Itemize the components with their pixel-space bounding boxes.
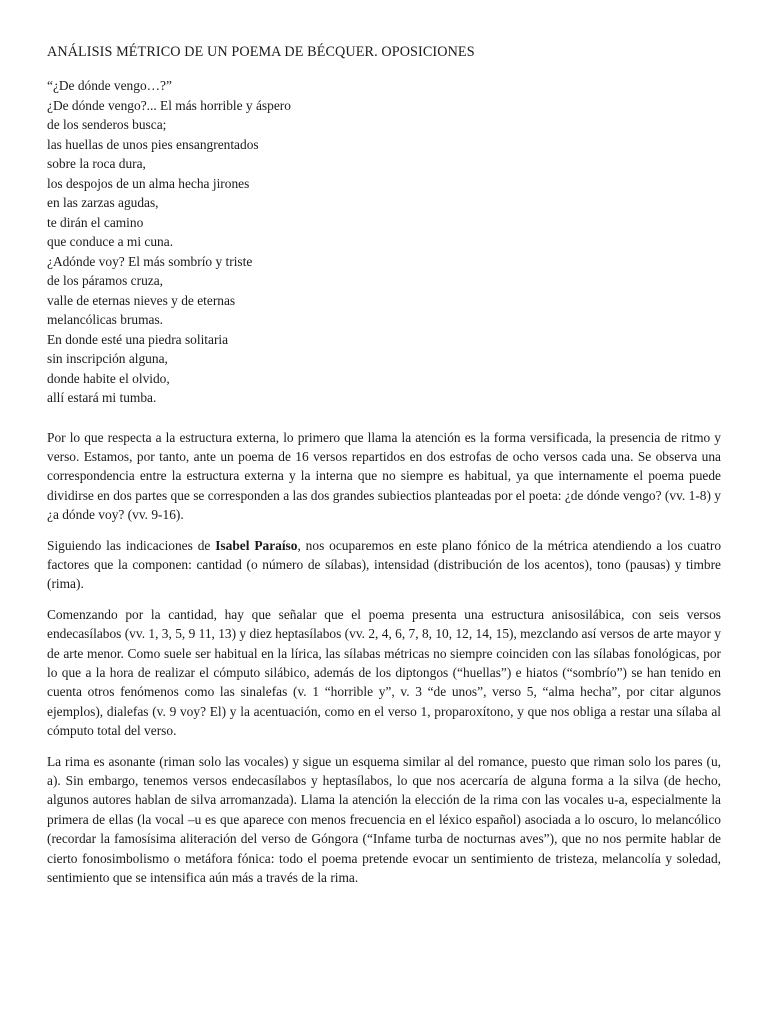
poem-line: de los páramos cruza, (47, 273, 164, 288)
paragraph-paraiso-method (47, 536, 721, 594)
poem-line: ¿De dónde vengo?... El más horrible y áspero (47, 97, 291, 113)
poem-line: en las zarzas agudas, (47, 195, 159, 210)
poem-line: En donde esté una piedra solitaria (47, 331, 229, 347)
poem-line: donde habite el olvido, (47, 370, 170, 386)
author-name: Isabel Paraíso (215, 537, 298, 553)
paragraph-text: Siguiendo las indicaciones de (47, 537, 216, 553)
poem-line: las huellas de unos pies ensangrentados (47, 136, 259, 152)
paragraph-external-structure: Por lo que respecta a la estructura externa, lo primero que llama la atención es la forma versificada, la presencia de ritmo y verso. Estamos, por tanto, ante un poema de 16 versos repartidos en dos estrofas de ocho versos cada una. Se observa una correspondencia entre la estructura externa y la interna que no siempre es habitual, ya que internamente el poema puede dividirse en dos partes que se corresponden a las dos grandes subiectios planteadas por el poeta: ¿de dónde vengo? (vv. 1-8) y ¿a dónde voy? (vv. 9-16). (47, 429, 721, 523)
poem-line: ¿Adónde voy? El más sombrío y triste (47, 253, 253, 269)
poem-line: sin inscripción alguna, (47, 351, 168, 366)
poem-line: de los senderos busca; (47, 117, 167, 132)
poem-line: que conduce a mi cuna. (47, 234, 174, 249)
poem-line: te dirán el camino (47, 214, 144, 230)
paragraph-text: , nos ocuparemos en este plano fónico de la métrica atendiendo a los cuatro factores que la componen: cantidad (o número de sílabas), intensidad (distribución de los acentos), tono (pausas) y timbre (rima). (47, 537, 722, 592)
poem-line: los despojos de un alma hecha jirones (47, 175, 250, 191)
poem-line: sobre la roca dura, (47, 156, 146, 171)
poem-line: “¿De dónde vengo…?” (47, 78, 172, 93)
poem-line: melancólicas brumas. (47, 312, 164, 327)
paragraph-rhyme: La rima es asonante (riman solo las vocales) y sigue un esquema similar al del romance, puesto que riman solo los pares (u, a). Sin embargo, tenemos versos endecasílabos y heptasílabos, lo que nos acercaría de alguna forma a la silva (de hecho, algunos autores hablan de silva arromanzada). Llama la atención la elección de la rima con las vocales u-a, especialmente la primera de ellas (la vocal –u es que aparece con menos frecuencia en el léxico español) asociada a lo oscuro, lo melancólico (recordar la famosísima aliteración del verso de Góngora (“Infame turba de nocturnas aves”), que no nos permite hablar de cierto fonosimbolismo o metáfora fónica: todo el poema pretende evocar un sentimiento de tristeza, melancolía y soledad, sentimiento que se intensifica aún más a través de la rima. (47, 753, 721, 886)
poem (47, 76, 721, 408)
document-title: ANÁLISIS MÉTRICO DE UN POEMA DE BÉCQUER. OPOSICIONES (47, 44, 475, 60)
poem-line: allí estará mi tumba. (47, 390, 157, 405)
paragraph-quantity: Comenzando por la cantidad, hay que señalar que el poema presenta una estructura anisosilábica, con seis versos endecasílabos (vv. 1, 3, 5, 9 11, 13) y diez heptasílabos (vv. 2, 4, 6, 7, 8, 10, 12, 14, 15), mezclando así versos de arte mayor y de arte menor. Como suele ser habitual en la lírica, las sílabas métricas no siempre coinciden con las sílabas fonológicas, por lo que a la hora de realizar el cómputo silábico, además de los diptongos (“huellas”) e hiatos (“sombrío”) se han tenido en cuenta otros fenómenos como las sinalefas (v. 1 “horrible y”, v. 3 “de unos”, verso 5, “alma hecha”, por citar algunos ejemplos), dialefas (v. 9 voy? El) y la acentuación, como en el verso 1, proparoxítono, y que nos obliga a restar una sílaba al cómputo total del verso. (47, 606, 721, 739)
poem-line: valle de eternas nieves y de eternas (47, 292, 236, 308)
document-page (47, 42, 721, 898)
